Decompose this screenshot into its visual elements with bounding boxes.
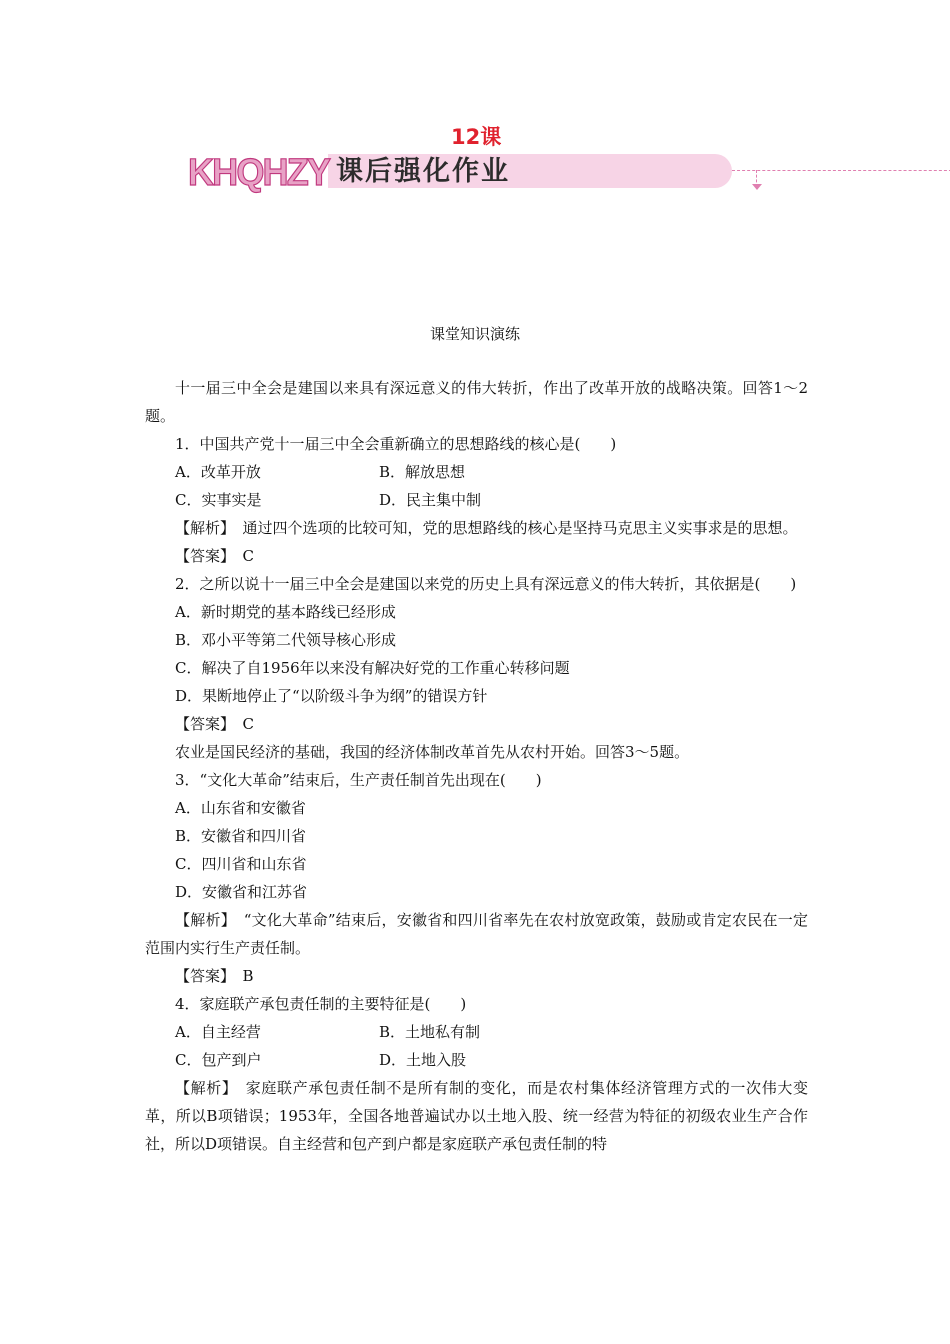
arrow-down-icon <box>752 184 762 190</box>
question-stem: 3．“文化大革命”结束后，生产责任制首先出现在( ) <box>175 771 542 789</box>
answer-value: C <box>242 547 255 565</box>
analysis-text: 通过四个选项的比较可知，党的思想路线的核心是坚持马克思主义实事求是的思想。 <box>242 519 798 537</box>
analysis-tag: 【解析】 <box>175 1079 231 1097</box>
option-row <box>145 458 808 486</box>
option-row <box>145 1018 808 1046</box>
banner-logo: KHQHZY <box>188 152 330 194</box>
question-stem: 2．之所以说十一届三中全会是建国以来党的历史上具有深远意义的伟大转折，其依据是( ) <box>175 575 797 593</box>
intro-text: 农业是国民经济的基础，我国的经济体制改革首先从农村开始。回答3～5题。 <box>175 743 690 761</box>
option-c: C．实事实是 <box>175 491 262 509</box>
analysis <box>145 906 808 962</box>
exercise-content <box>145 374 808 1158</box>
option-d: D．土地入股 <box>379 1051 467 1069</box>
option-d: D．民主集中制 <box>379 491 482 509</box>
option-row <box>145 1046 808 1074</box>
option-b: B．安徽省和四川省 <box>175 827 307 845</box>
answer <box>145 962 808 990</box>
option-b: B．土地私有制 <box>379 1023 481 1041</box>
option-d: D．果断地停止了“以阶级斗争为纲”的错误方针 <box>175 687 488 705</box>
analysis <box>145 514 808 542</box>
analysis-tag: 【解析】 <box>175 911 229 929</box>
option-c: C．解决了自1956年以来没有解决好党的工作重心转移问题 <box>175 659 570 677</box>
analysis-text: 家庭联产承包责任制不是所有制的变化，而是农村集体经济管理方式的一次伟大变革，所以B项错误；1953年，全国各地普遍试办以土地入股、统一经营为特征的初级农业生产合作社，所以D项错误。自主经营和包产到户都是家庭联产承包责任制的特 <box>145 1079 808 1153</box>
banner-dashed-line <box>732 170 950 171</box>
analysis-text: “文化大革命”结束后，安徽省和四川省率先在农村放宽政策，鼓励或肯定农民在一定范围内实行生产责任制。 <box>145 911 808 957</box>
answer-tag: 【答案】 <box>175 547 228 565</box>
option-b: B．邓小平等第二代领导核心形成 <box>175 631 397 649</box>
analysis <box>145 1074 808 1158</box>
answer <box>145 710 808 738</box>
question-stem: 4．家庭联产承包责任制的主要特征是( ) <box>175 995 467 1013</box>
option-d: D．安徽省和江苏省 <box>175 883 308 901</box>
lesson-number: 12课 <box>451 125 502 149</box>
answer-value: C <box>242 715 255 733</box>
question-stem: 1．中国共产党十一届三中全会重新确立的思想路线的核心是( ) <box>175 435 617 453</box>
answer-tag: 【答案】 <box>175 967 228 985</box>
answer-tag: 【答案】 <box>175 715 228 733</box>
option-c: C．包产到户 <box>175 1051 262 1069</box>
banner-title: 课后强化作业 <box>336 156 510 187</box>
analysis-tag: 【解析】 <box>175 519 228 537</box>
option-c: C．四川省和山东省 <box>175 855 307 873</box>
answer-value: B <box>242 967 254 985</box>
option-b: B．解放思想 <box>379 463 466 481</box>
section-title: 课堂知识演练 <box>429 325 520 343</box>
option-a: A．山东省和安徽省 <box>175 799 306 817</box>
answer <box>145 542 808 570</box>
intro-text: 十一届三中全会是建国以来具有深远意义的伟大转折，作出了改革开放的战略决策。回答1～2题。 <box>145 379 808 425</box>
header-banner <box>188 150 763 196</box>
option-a: A．自主经营 <box>175 1023 261 1041</box>
option-row <box>145 486 808 514</box>
option-a: A．改革开放 <box>175 463 261 481</box>
option-a: A．新时期党的基本路线已经形成 <box>175 603 396 621</box>
